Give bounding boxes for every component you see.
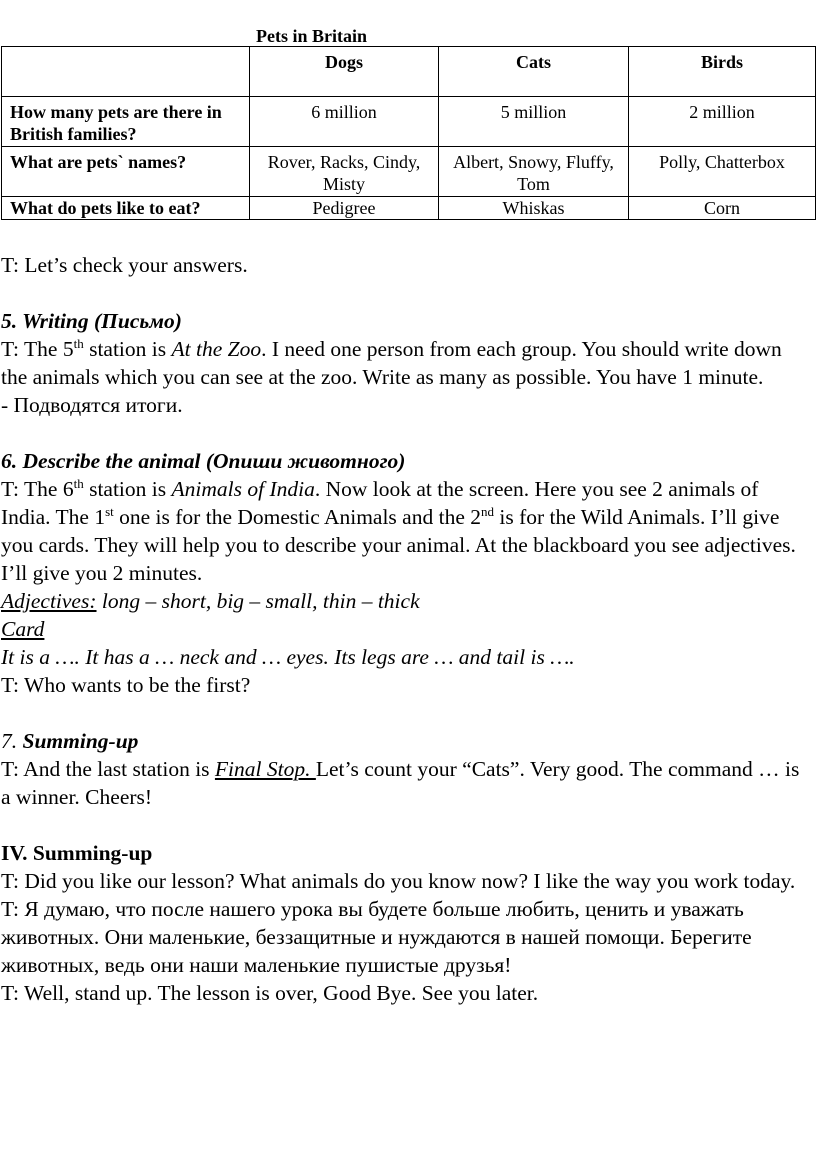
cell-cats: 5 million (439, 97, 629, 147)
text-run: one is for the Domestic Animals and the 2 (113, 505, 481, 529)
table-caption: Pets in Britain (256, 26, 367, 46)
row-question: How many pets are there in British families? (2, 97, 250, 147)
card-label: Card (1, 617, 45, 641)
text-run: station is (83, 337, 172, 361)
header-cell-empty (2, 47, 250, 97)
cell-birds: Corn (629, 197, 816, 220)
text-run: . I need one person from each group. You should write down the animals which you can see at the zoo. Write as many as possible. You have 1 minute. (1, 337, 782, 389)
cell-cats: Albert, Snowy, Fluffy, Tom (439, 147, 629, 197)
who-first-line: T: Who wants to be the first? (1, 673, 251, 697)
pets-table (1, 46, 816, 220)
cell-birds: Polly, Chatterbox (629, 147, 816, 197)
check-answers-line: T: Let’s check your answers. (1, 253, 248, 277)
text-run: . Now look at the screen. Here you see 2 animals of India. The 1 (1, 477, 759, 529)
cell-birds: 2 million (629, 97, 816, 147)
header-cell-birds: Birds (629, 47, 816, 97)
text-run: T: And the last station is (1, 757, 215, 781)
section-6-heading: 6. Describe the animal (Опиши животного) (1, 449, 406, 473)
cell-dogs: 6 million (250, 97, 439, 147)
section-iv-heading: IV. Summing-up (1, 841, 153, 865)
text-run: Let’s count your “Cats”. Very good. The command … is a winner. Cheers! (1, 757, 800, 809)
cell-cats: Whiskas (439, 197, 629, 220)
section-iv-paragraph-2: T: Я думаю, что после нашего урока вы будете больше любить, ценить и уважать животных. Они маленькие, беззащитные и нуждаются в нашей помощи. Берегите животных, ведь они наши маленькие пушистые друзья! (1, 897, 752, 977)
cell-dogs: Rover, Racks, Cindy, Misty (250, 147, 439, 197)
row-question: What are pets` names? (2, 147, 250, 197)
header-cell-dogs: Dogs (250, 47, 439, 97)
superscript: th (73, 336, 84, 351)
superscript: th (73, 476, 84, 491)
header-cell-cats: Cats (439, 47, 629, 97)
text-run: T: The 5 (1, 337, 74, 361)
station-name: At the Zoo (171, 337, 262, 361)
cell-dogs: Pedigree (250, 197, 439, 220)
section-6-paragraph (1, 475, 813, 587)
text-run: station is (83, 477, 172, 501)
table-row (2, 97, 816, 147)
section-7-paragraph (1, 755, 813, 811)
station-name: Animals of India (171, 477, 315, 501)
adjectives-list: long – short, big – small, thin – thick (96, 589, 420, 613)
section-5-heading: 5. Writing (Письмо) (1, 309, 182, 333)
station-name: Final Stop. (214, 757, 316, 781)
lesson-text (1, 251, 813, 1007)
section-iv-paragraph-3: T: Well, stand up. The lesson is over, Good Bye. See you later. (1, 981, 539, 1005)
text-run: is for the Wild Animals. I’ll give you cards. They will help you to describe your animal. At the blackboard you see adjectives. I’ll give you 2 minutes. (1, 505, 796, 585)
adjectives-label: Adjectives: (1, 589, 97, 613)
section-title: Summing-up (22, 729, 139, 753)
superscript: nd (481, 504, 494, 519)
superscript: st (105, 504, 114, 519)
section-5-paragraph (1, 335, 813, 391)
section-number: 7. (1, 729, 23, 753)
text-run: T: The 6 (1, 477, 74, 501)
table-row (2, 147, 816, 197)
adjectives-line (1, 587, 813, 615)
section-5-summary: - Подводятся итоги. (1, 393, 183, 417)
section-7-heading (1, 727, 813, 755)
table-header-row (2, 47, 816, 97)
table-row (2, 197, 816, 220)
section-iv-paragraph-1: T: Did you like our lesson? What animals do you know now? I like the way you work today. (1, 869, 796, 893)
card-text: It is a …. It has a … neck and … eyes. Its legs are … and tail is …. (1, 645, 575, 669)
row-question: What do pets like to eat? (2, 197, 250, 220)
